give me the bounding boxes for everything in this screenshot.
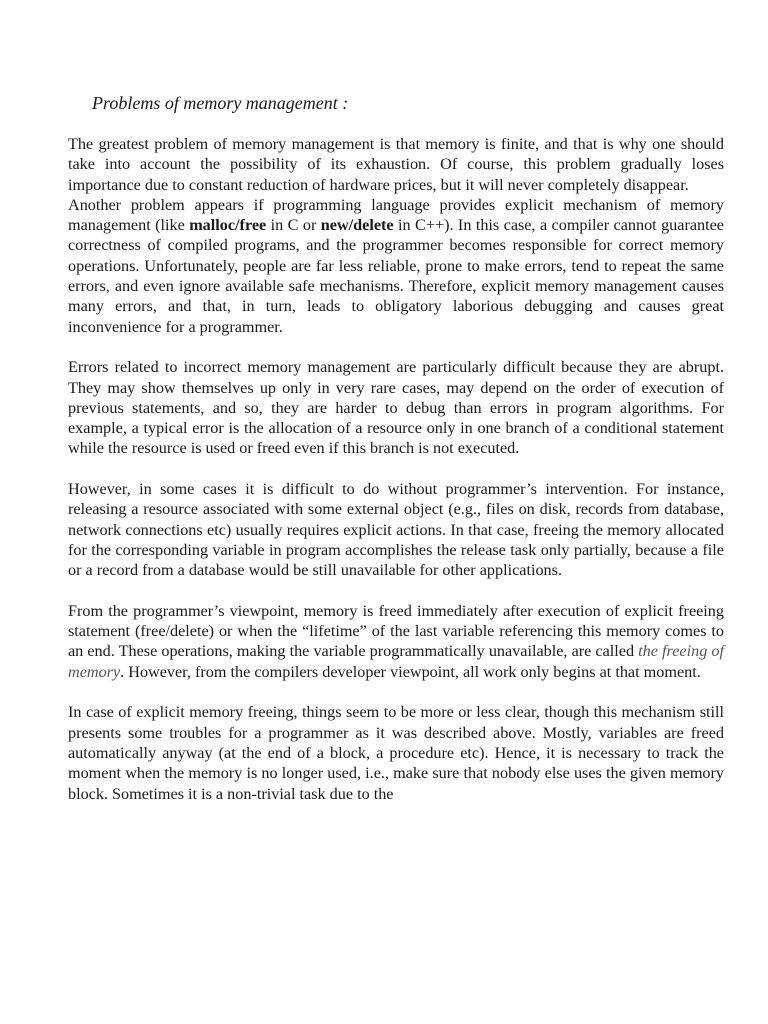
paragraph-explicit-management	[68, 195, 724, 337]
paragraph-exhaustion: The greatest problem of memory management is that memory is finite, and that is why one should take into account the possibility of its exhaustion. Of course, this problem gradually loses importance due to constant reduction of hardware prices, but it will never completely disappear.	[68, 135, 724, 194]
italic-term-freeing-of-memory: the freeing of memory	[68, 642, 724, 681]
paragraph-viewpoint	[68, 601, 724, 682]
text-run: in C or	[266, 216, 321, 235]
document-body	[68, 134, 724, 804]
paragraph-intervention: However, in some cases it is difficult to do without programmer’s intervention. For instance, releasing a resource associated with some external object (e.g., files on disk, records from database, network connections etc) usually requires explicit actions. In that case, freeing the memory allocated for the corresponding variable in program accomplishes the release task only partially, because a file or a record from a database would be still unavailable for other applications.	[68, 480, 724, 580]
bold-term-new-delete: new/delete	[320, 216, 394, 235]
text-run: Another problem appears if programming language provides explicit mechanism of memory management (like	[68, 195, 724, 235]
text-run: From the programmer’s viewpoint, memory is freed immediately after execution of explicit freeing statement (free/delete) or when the “lifetime” of the last variable referencing this memory comes to an end. These operations, making the variable programmatically unavailable, are called	[68, 601, 724, 661]
bold-term-malloc-free: malloc/free	[189, 216, 267, 235]
paragraph-errors: Errors related to incorrect memory management are particularly difficult because they are abrupt. They may show themselves up only in very rare cases, may depend on the order of execution of previous statements, and so, they are harder to debug than errors in program algorithms. For example, a typical error is the allocation of a resource only in one branch of a conditional statement while the resource is used or freed even if this branch is not executed.	[68, 358, 724, 458]
section-heading: Problems of memory management :	[92, 93, 349, 113]
text-run: in C++). In this case, a compiler cannot guarantee correctness of compiled programs, and the programmer becomes responsible for correct memory operations. Unfortunately, people are far less reliable, prone to make errors, tend to repeat the same errors, and even ignore available safe mechanisms. Therefore, explicit memory management causes many errors, and that, in turn, leads to obligatory laborious debugging and causes great inconvenience for a programmer.	[68, 216, 724, 336]
text-run: . However, from the compilers developer viewpoint, all work only begins at that moment.	[120, 662, 701, 681]
paragraph-explicit-freeing: In case of explicit memory freeing, things seem to be more or less clear, though this mechanism still presents some troubles for a programmer as it was described above. Mostly, variables are freed automatically anyway (at the end of a block, a procedure etc). Hence, it is necessary to track the moment when the memory is no longer used, i.e., make sure that nobody else uses the given memory block. Sometimes it is a non-trivial task due to the	[68, 703, 724, 803]
